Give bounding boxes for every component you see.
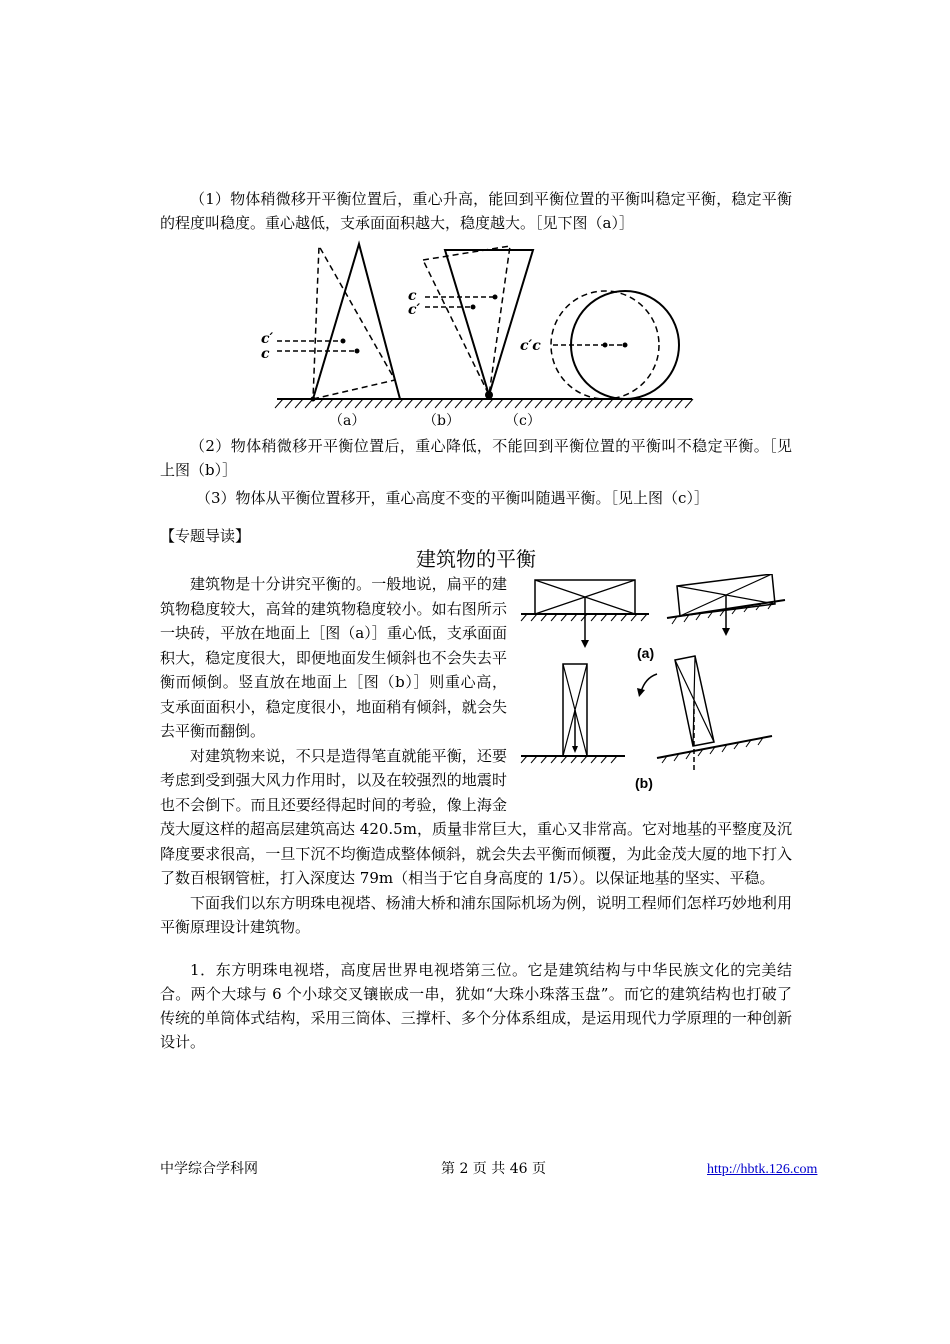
label-c-prime-b: c′	[408, 302, 421, 318]
section-paragraph-3: 下面我们以东方明珠电视塔、杨浦大桥和浦东国际机场为例，说明工程师们怎样巧妙地利用平衡原理设计建筑物。	[160, 893, 792, 936]
section-body	[160, 572, 792, 940]
section-lead: 【专题导读】	[160, 527, 251, 545]
brick-label-a: (a)	[637, 645, 655, 661]
item-1-paragraph: 1．东方明珠电视塔，高度居世界电视塔第三位。它是建筑结构与中华民族文化的完美结合。两个大球与 6 个小球交叉镶嵌成一串，犹如“大珠小珠落玉盘”。而它的建筑结构也打破了传统的单筒体式结构，采用三筒体、三撑杆、多个分体系组成，是运用现代力学原理的一种创新设计。	[160, 961, 792, 1051]
caption-a: （a）	[329, 413, 366, 429]
caption-b: （b）	[423, 413, 460, 429]
intro-paragraph-2: （2）物体稍微移开平衡位置后，重心降低，不能回到平衡位置的平衡叫不稳定平衡。［见上图（b）］	[160, 437, 792, 479]
brick-label-b: (b)	[635, 775, 653, 791]
intro-paragraph-3: （3）物体从平衡位置移开，重心高度不变的平衡叫随遇平衡。［见上图（c）］	[196, 489, 709, 507]
brick-figure	[517, 574, 792, 796]
label-c-prime-c: c′c	[520, 338, 541, 354]
label-c-prime-a: c′	[261, 331, 274, 347]
label-c-b: c	[408, 288, 417, 304]
section-paragraph-1: 建筑物是十分讲究平衡的。一般地说，扁平的建筑物稳度较大，高耸的建筑物稳度较小。如右图所示一块砖，平放在地面上［图（a）］重心低，支承面面积大，稳定度很大，即便地面发生倾斜也不会失去平衡而倾倒。竖直放在地面上［图（b）］则重心高，支承面面积小，稳定度很小，地面稍有倾斜，就会失去平衡而翻倒。	[160, 575, 507, 740]
equilibrium-figure	[255, 238, 700, 433]
footer-link[interactable]: http://hbtk.126.com	[707, 1162, 818, 1177]
footer-site-name: 中学综合学科网	[160, 1161, 258, 1177]
intro-paragraph-1: （1）物体稍微移开平衡位置后，重心升高，能回到平衡位置的平衡叫稳定平衡，稳定平衡的程度叫稳度。重心越低，支承面面积越大，稳度越大。［见下图（a）］	[160, 190, 792, 232]
footer-page-number: 第 2 页 共 46 页	[441, 1161, 546, 1177]
caption-c: （c）	[505, 413, 541, 429]
section-paragraph-2: 对建筑物来说，不只是造得笔直就能平衡，还要考虑到受到强大风力作用时，以及在较强烈的地震时也不会倒下。而且还要经得起时间的考验，像上海金茂大厦这样的超高层建筑高达 420.5m，质量非常巨大，重心又非常高。它对地基的平整度及沉降度要求很高，一旦下沉不均衡造成整体倾斜，就会失去平衡而倾覆，为此金茂大厦的地下打入了数百根钢管桩，打入深度达 79m（相当于它自身高度的 1/5）。以保证地基的坚实、平稳。	[160, 746, 792, 887]
label-c-a: c	[261, 346, 270, 362]
section-title: 建筑物的平衡	[416, 547, 536, 571]
